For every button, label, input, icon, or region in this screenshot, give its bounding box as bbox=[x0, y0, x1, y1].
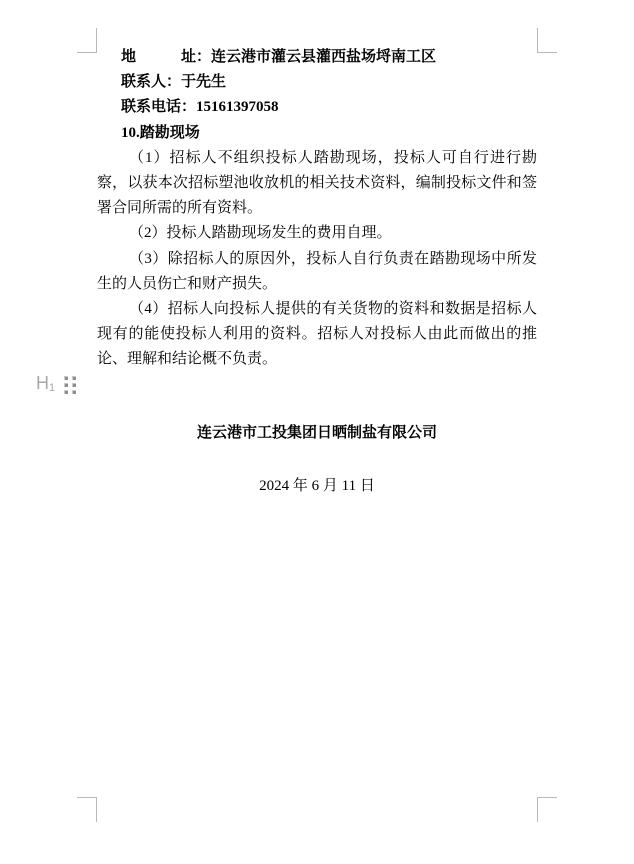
phone-line: 联系电话：15161397058 bbox=[121, 99, 279, 116]
paragraph-site-visit-4: （4）招标人向投标人提供的有关货物的资料和数据是招标人现有的能使投标人利用的资料。招标人对投标人由此而做出的推论、理解和结论概不负责。 bbox=[97, 301, 537, 368]
address-line: 地 址：连云港市灌云县灌西盐场埒南工区 bbox=[121, 49, 437, 65]
page-margin-corner-top-right bbox=[537, 28, 557, 53]
page-margin-corner-top-left bbox=[77, 28, 97, 53]
company-name: 连云港市工投集团日晒制盐有限公司 bbox=[196, 425, 437, 441]
signature-date: 2024 年 6 月 11 日 bbox=[259, 478, 375, 494]
paragraph-site-visit-3: （3）除招标人的原因外，投标人自行负责在踏勘现场中所发生的人员伤亡和财产损失。 bbox=[97, 250, 537, 292]
editor-block-handle[interactable] bbox=[36, 372, 76, 397]
section-heading: 10.踏勘现场 bbox=[121, 124, 200, 141]
heading-level-icon: $H_1$ bbox=[36, 373, 56, 394]
signature-block bbox=[97, 421, 537, 499]
paragraph-site-visit-1: （1）招标人不组织投标人踏勘现场，投标人可自行进行勘察，以获本次招标塑池收放机的相关技术资料，编制投标文件和签署合同所需的所有资料。 bbox=[97, 149, 537, 217]
document-text-area bbox=[97, 45, 537, 373]
drag-handle-icon[interactable] bbox=[64, 376, 76, 394]
page-margin-corner-bottom-left bbox=[77, 797, 97, 822]
paragraph-site-visit-2: （2）投标人踏勘现场发生的费用自理。 bbox=[129, 225, 392, 242]
page-margin-corner-bottom-right bbox=[537, 797, 557, 822]
contact-person-line: 联系人：于先生 bbox=[121, 74, 227, 91]
